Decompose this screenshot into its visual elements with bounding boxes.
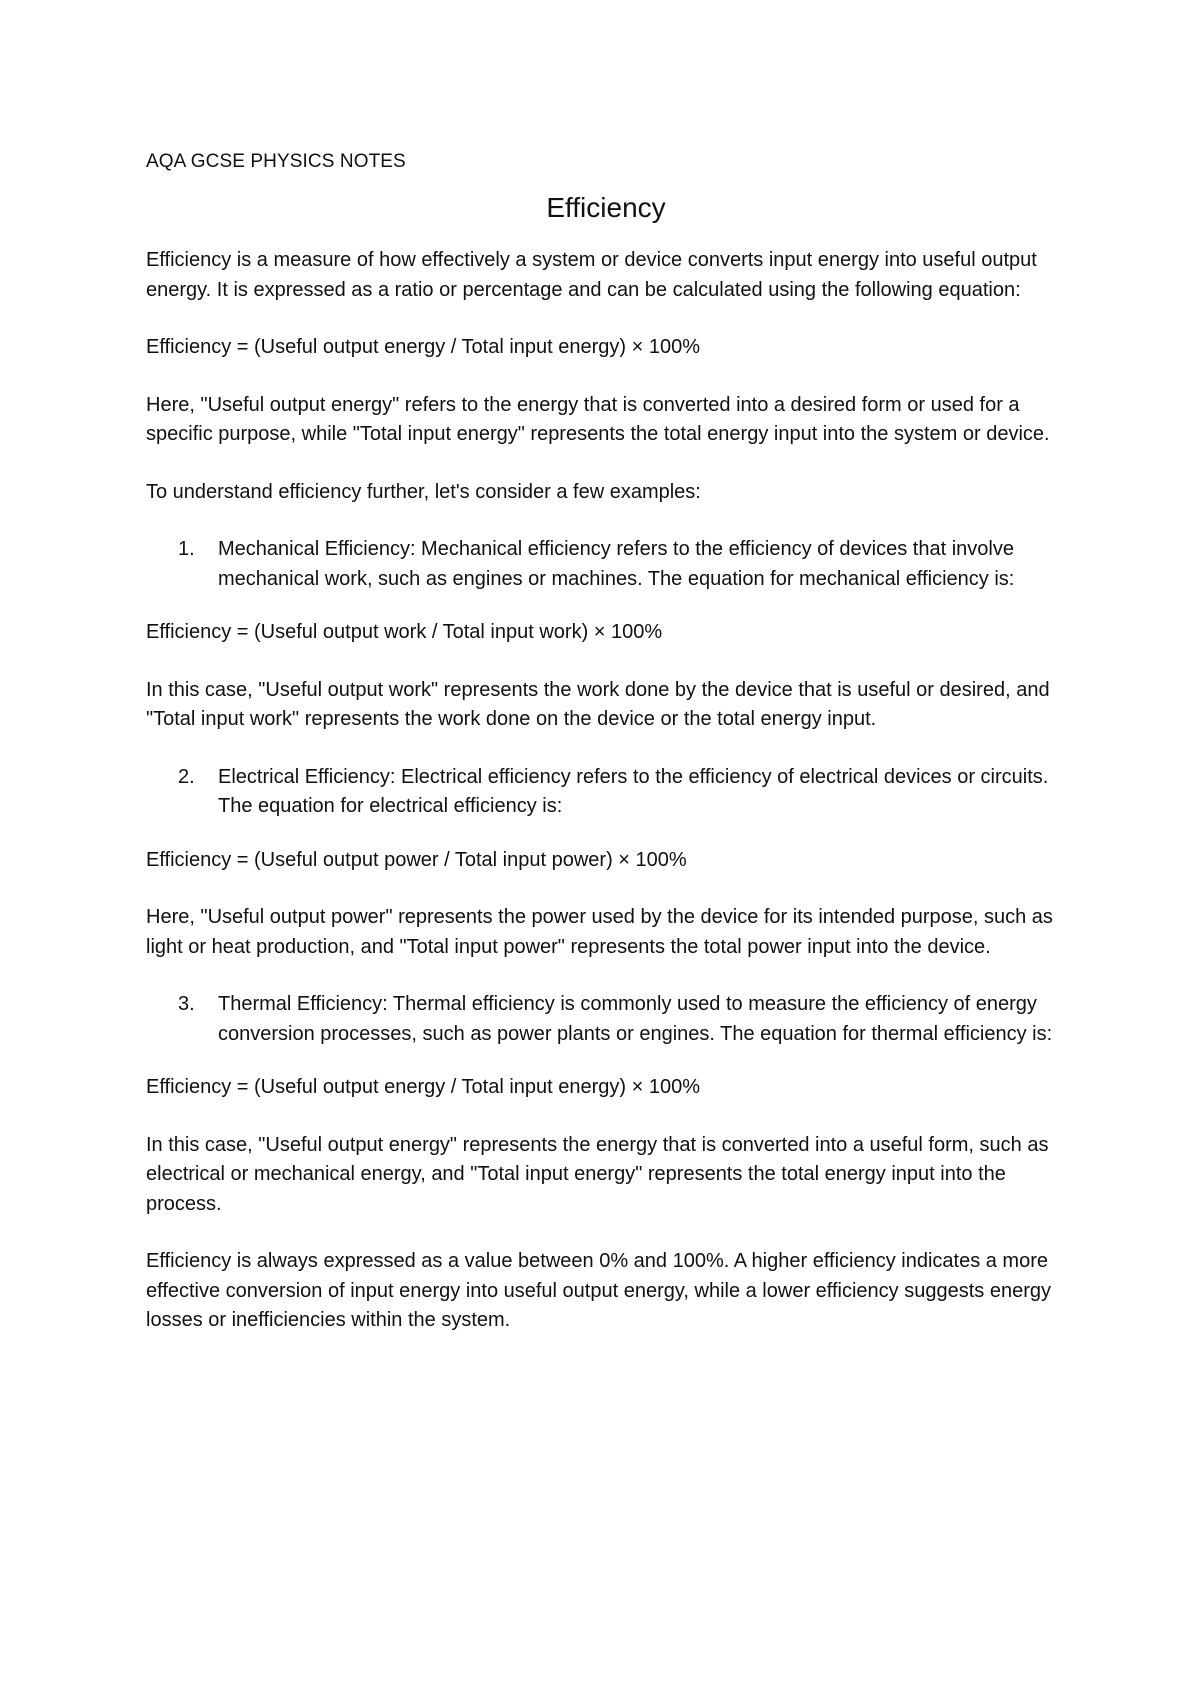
list-number: 3. — [178, 993, 195, 1015]
example-list-2 — [146, 763, 1066, 822]
list-item — [146, 535, 1066, 594]
mechanical-equation: Efficiency = (Useful output work / Total input work) × 100% — [146, 621, 663, 643]
list-item-text: Electrical Efficiency: Electrical efficiency refers to the efficiency of electrical devices or circuits. The equation for electrical efficiency is: — [218, 765, 1049, 817]
intro-paragraph: Efficiency is a measure of how effectively a system or device converts input energy into useful output energy. It is expressed as a ratio or percentage and can be calculated using the following equation: — [146, 249, 1037, 301]
examples-intro: To understand efficiency further, let's consider a few examples: — [146, 480, 701, 503]
list-item — [146, 990, 1066, 1049]
document-header: AQA GCSE PHYSICS NOTES — [146, 151, 406, 172]
conclusion-paragraph: Efficiency is always expressed as a value between 0% and 100%. A higher efficiency indicates a more effective conversion of input energy into useful output energy, while a lower efficiency suggests energy losses or inefficiencies within the system. — [146, 1250, 1051, 1331]
electrical-explanation: Here, "Useful output power" represents the power used by the device for its intended purpose, such as light or heat production, and "Total input power" represents the total power input into the device. — [146, 906, 1053, 958]
document-body — [146, 148, 1066, 1364]
list-item-text: Mechanical Efficiency: Mechanical efficiency refers to the efficiency of devices that involve mechanical work, such as engines or machines. The equation for mechanical efficiency is: — [218, 538, 1015, 590]
list-number: 2. — [178, 765, 195, 788]
page-title: Efficiency — [546, 192, 666, 223]
thermal-explanation: In this case, "Useful output energy" represents the energy that is converted into a useful form, such as electrical or mechanical energy, and "Total input energy" represents the total energy input into the process. — [146, 1133, 1049, 1215]
electrical-equation: Efficiency = (Useful output power / Total input power) × 100% — [146, 848, 687, 871]
list-item-text: Thermal Efficiency: Thermal efficiency is commonly used to measure the efficiency of energy conversion processes, such as power plants or engines. The equation for thermal efficiency is: — [218, 993, 1053, 1045]
list-number: 1. — [178, 538, 195, 560]
main-equation: Efficiency = (Useful output energy / Total input energy) × 100% — [146, 336, 701, 358]
example-list-1 — [146, 535, 1066, 594]
list-item — [146, 763, 1066, 822]
example-list-3 — [146, 990, 1066, 1049]
mechanical-explanation: In this case, "Useful output work" represents the work done by the device that is useful or desired, and "Total input work" represents the work done on the device or the total energy input. — [146, 678, 1050, 730]
thermal-equation: Efficiency = (Useful output energy / Total input energy) × 100% — [146, 1076, 701, 1098]
main-explanation: Here, "Useful output energy" refers to the energy that is converted into a desired form or used for a specific purpose, while "Total input energy" represents the total energy input into the system or device. — [146, 393, 1050, 445]
